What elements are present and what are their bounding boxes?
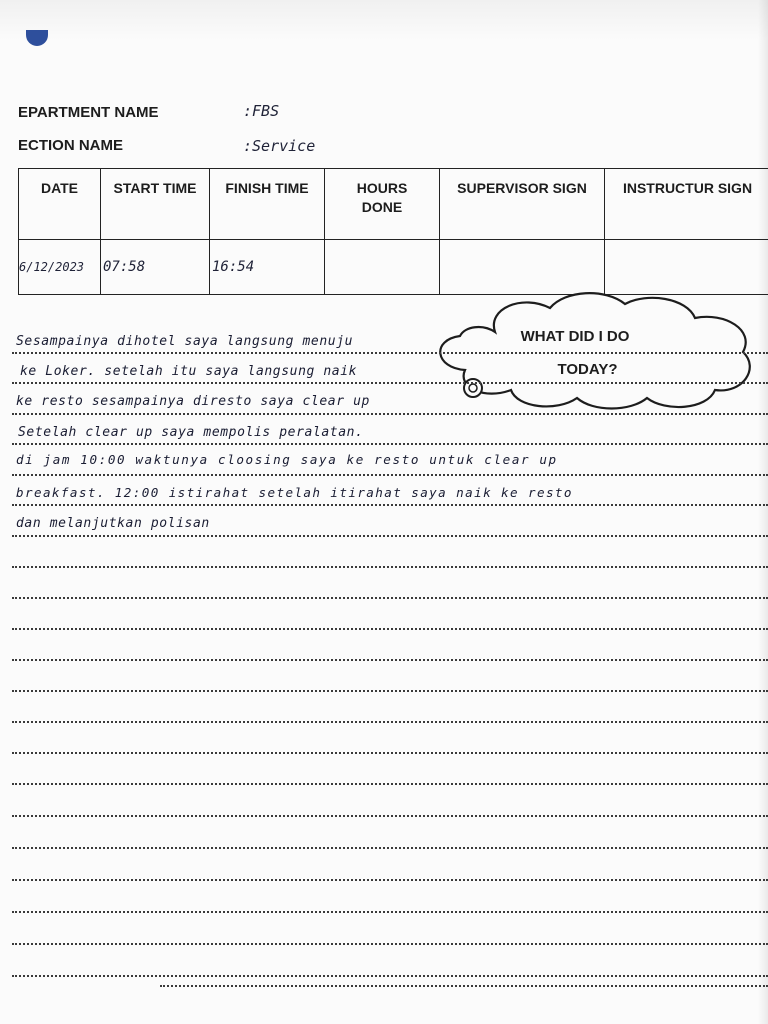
ruled-line <box>12 443 768 445</box>
ruled-line <box>12 659 768 661</box>
ruled-line <box>12 413 768 415</box>
column-header-instructor-sign: INSTRUCTUR SIGN <box>605 169 768 240</box>
journal-line: ke Loker. setelah itu saya langsung naik <box>20 364 358 379</box>
ruled-line <box>12 474 768 476</box>
ruled-line <box>12 382 768 384</box>
ruled-line <box>160 985 768 987</box>
department-label: EPARTMENT NAME <box>18 104 159 121</box>
ruled-line <box>12 879 768 881</box>
journal-line: Sesampainya dihotel saya langsung menuju <box>16 334 354 349</box>
ruled-line <box>12 752 768 754</box>
journal-line: ke resto sesampainya diresto saya clear up <box>16 394 370 409</box>
cloud-title-line2: TODAY? <box>557 361 618 378</box>
journal-line: dan melanjutkan polisan <box>16 516 210 531</box>
page-shadow-right <box>758 0 768 1024</box>
journal-line: di jam 10:00 waktunya cloosing saya ke resto untuk clear up <box>16 452 558 467</box>
ruled-line <box>12 847 768 849</box>
ruled-line <box>12 943 768 945</box>
column-header-finish-time: FINISH TIME <box>210 169 325 240</box>
cell-hours-done <box>325 240 440 295</box>
ruled-line <box>12 535 768 537</box>
ruled-line <box>12 815 768 817</box>
section-label: ECTION NAME <box>18 137 123 154</box>
ruled-line <box>12 566 768 568</box>
cloud-title-line1: WHAT DID I DO <box>520 328 630 345</box>
timesheet-table <box>18 168 768 295</box>
column-header-start-time: START TIME <box>101 169 210 240</box>
column-header-hours-done <box>325 169 440 240</box>
cell-date: 6/12/2023 <box>19 240 101 295</box>
ruled-line <box>12 911 768 913</box>
ruled-line <box>12 628 768 630</box>
column-header-date: DATE <box>19 169 101 240</box>
cell-supervisor-sign <box>440 240 605 295</box>
ruled-line <box>12 690 768 692</box>
cell-start-time: 07:58 <box>101 240 210 295</box>
corner-logo-fragment <box>26 30 48 46</box>
section-value: :Service <box>243 137 316 155</box>
column-header-supervisor-sign: SUPERVISOR SIGN <box>440 169 605 240</box>
cell-instructor-sign <box>605 240 768 295</box>
ruled-line <box>12 597 768 599</box>
ruled-line <box>12 975 768 977</box>
table-row <box>19 240 768 295</box>
cell-finish-time: 16:54 <box>210 240 325 295</box>
ruled-line <box>12 721 768 723</box>
journal-line: breakfast. 12:00 istirahat setelah itirahat saya naik ke resto <box>16 485 573 500</box>
department-value: :FBS <box>243 102 280 120</box>
ruled-line <box>12 504 768 506</box>
journal-line: Setelah clear up saya mempolis peralatan. <box>18 425 364 440</box>
ruled-line <box>12 352 768 354</box>
ruled-line <box>12 783 768 785</box>
page-shadow-top <box>0 0 768 40</box>
table-header-row <box>19 169 768 240</box>
hours-done-header-text: HOURS DONE <box>356 180 408 215</box>
